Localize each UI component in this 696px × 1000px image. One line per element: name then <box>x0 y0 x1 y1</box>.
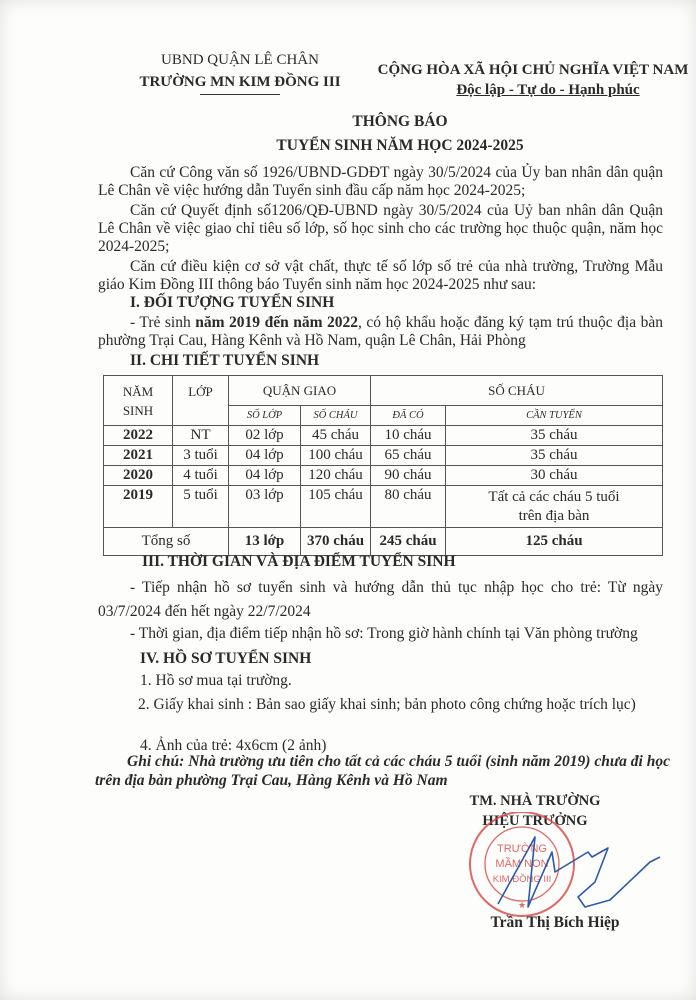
section-2-heading: II. CHI TIẾT TUYỂN SINH <box>130 352 320 369</box>
table-row <box>104 466 663 486</box>
subheader-children: SỐ CHÁU <box>301 406 371 426</box>
section-4-item-2: 2. Giấy khai sinh : Bản sao giấy khai sinh; bản photo công chứng hoặc trích lục) <box>138 696 636 713</box>
section-3-heading: III. THỜI GIAN VÀ ĐỊA ĐIỂM TUYỂN SINH <box>142 553 456 570</box>
cell-year: 2021 <box>104 446 173 466</box>
subheader-needed: CẦN TUYỂN <box>446 406 663 426</box>
stamp-icon <box>470 812 574 916</box>
svg-text:TRƯỜNG: TRƯỜNG <box>497 843 547 855</box>
section-1-heading: I. ĐỐI TƯỢNG TUYỂN SINH <box>130 294 335 311</box>
cell-existing: 65 cháu <box>371 446 446 466</box>
cell-class: 5 tuổi <box>173 486 229 528</box>
signer-title: HIỆU TRƯỞNG <box>482 813 588 829</box>
section-3-item-2: - Thời gian, địa điểm tiếp nhận hồ sơ: Trong giờ hành chính tại Văn phòng trường <box>130 625 638 642</box>
cell-classes: 04 lớp <box>229 446 301 466</box>
cell-class: 3 tuổi <box>173 446 229 466</box>
total-label: Tổng số <box>104 528 229 556</box>
cell-classes: 02 lớp <box>229 426 301 446</box>
header-children: SỐ CHÁU <box>371 376 663 406</box>
total-needed: 125 cháu <box>446 528 663 556</box>
section-4-heading: IV. HỒ SƠ TUYỂN SINH <box>140 650 312 667</box>
svg-text:★: ★ <box>517 900 527 910</box>
cell-classes: 04 lớp <box>229 466 301 486</box>
signer-name: Trần Thị Bích Hiệp <box>490 914 620 931</box>
signer-org: TM. NHÀ TRƯỜNG <box>469 793 601 809</box>
cell-children: 120 cháu <box>301 466 371 486</box>
section-4-item-3: 4. Ảnh của trẻ: 4x6cm (2 ảnh) <box>140 737 327 754</box>
preamble-1: Căn cứ Công văn số 1926/UBND-GDĐT ngày 30/5/2024 của Ủy ban nhân dân quận Lê Chân về việc hướng dẫn Tuyển sinh đầu cấp năm học 2024-2025; <box>98 164 663 199</box>
total-classes: 13 lớp <box>229 528 301 556</box>
agency-name: UBND QUẬN LÊ CHÂN <box>161 52 319 68</box>
cell-existing: 10 cháu <box>371 426 446 446</box>
section-1-text <box>98 314 663 350</box>
cell-needed: 30 cháu <box>446 466 663 486</box>
cell-children: 105 cháu <box>301 486 371 528</box>
cell-classes: 03 lớp <box>229 486 301 528</box>
table-row <box>104 426 663 446</box>
cell-existing: 80 cháu <box>371 486 446 528</box>
total-existing: 245 cháu <box>371 528 446 556</box>
document-subtitle: TUYỂN SINH NĂM HỌC 2024-2025 <box>276 137 524 154</box>
emphasis: năm 2019 đến năm 2022 <box>195 314 359 331</box>
cell-needed: 35 cháu <box>446 426 663 446</box>
cell-year: 2022 <box>104 426 173 446</box>
cell-year: 2020 <box>104 466 173 486</box>
svg-text:MẦM NON: MẦM NON <box>495 858 549 870</box>
text: - Trẻ sinh <box>130 314 196 331</box>
cell-children: 45 cháu <box>301 426 371 446</box>
school-name: TRƯỜNG MN KIM ĐỒNG III <box>139 74 341 90</box>
national-title: CỘNG HÒA XÃ HỘI CHỦ NGHĨA VIỆT NAM <box>377 62 689 78</box>
document-title: THÔNG BÁO <box>352 113 448 130</box>
text: , có hộ khẩu hoặc đăng ký tạm trú thuộc địa bàn phường Trại Cau, Hàng Kênh và Hồ Nam, quận Lê Chân, Hải Phòng <box>98 314 663 349</box>
cell-year: 2019 <box>104 486 173 528</box>
subheader-existing: ĐÃ CÓ <box>371 406 446 426</box>
cell-existing: 90 cháu <box>371 466 446 486</box>
preamble-2: Căn cứ Quyết định số1206/QĐ-UBND ngày 30/5/2024 của Uỷ ban nhân dân Quận Lê Chân về việc giao chỉ tiêu số lớp, số học sinh cho các trường học thuộc quận, năm học 2024-2025; <box>98 202 663 255</box>
total-children: 370 cháu <box>301 528 371 556</box>
national-motto: Độc lập - Tự do - Hạnh phúc <box>456 82 640 98</box>
preamble-3: Căn cứ điều kiện cơ sở vật chất, thực tế số lớp số trẻ của nhà trường, Trường Mẫu giáo Kim Đồng III thông báo Tuyển sinh năm học 2024-2025 như sau: <box>98 258 663 293</box>
table-row <box>104 486 663 528</box>
cell-needed: Tất cả các cháu 5 tuổi trên địa bàn <box>446 486 663 528</box>
subheader-classes: SỐ LỚP <box>229 406 301 426</box>
header-class: LỚP <box>173 376 229 426</box>
section-4-item-1: 1. Hồ sơ mua tại trường. <box>140 672 292 689</box>
header-year: NĂM SINH <box>104 376 173 426</box>
table-row <box>104 446 663 466</box>
cell-class: 4 tuổi <box>173 466 229 486</box>
header-assigned: QUẬN GIAO <box>229 376 371 406</box>
enrollment-table <box>103 375 663 556</box>
official-stamp-and-signature <box>460 812 690 918</box>
table-total-row <box>104 528 663 556</box>
cell-class: NT <box>173 426 229 446</box>
left-header-rule <box>200 94 280 95</box>
cell-needed: 35 cháu <box>446 446 663 466</box>
cell-children: 100 cháu <box>301 446 371 466</box>
note: Ghi chú: Nhà trường ưu tiên cho tất cả các cháu 5 tuổi (sinh năm 2019) chưa đi học trên địa bàn phường Trại Cau, Hàng Kênh và Hồ Nam <box>95 753 670 789</box>
svg-text:KIM ĐỒNG III: KIM ĐỒNG III <box>492 874 552 885</box>
section-3-item-1: - Tiếp nhận hồ sơ tuyển sinh và hướng dẫn thủ tục nhập học cho trẻ: Từ ngày 03/7/2024 đến hết ngày 22/7/2024 <box>98 579 663 620</box>
